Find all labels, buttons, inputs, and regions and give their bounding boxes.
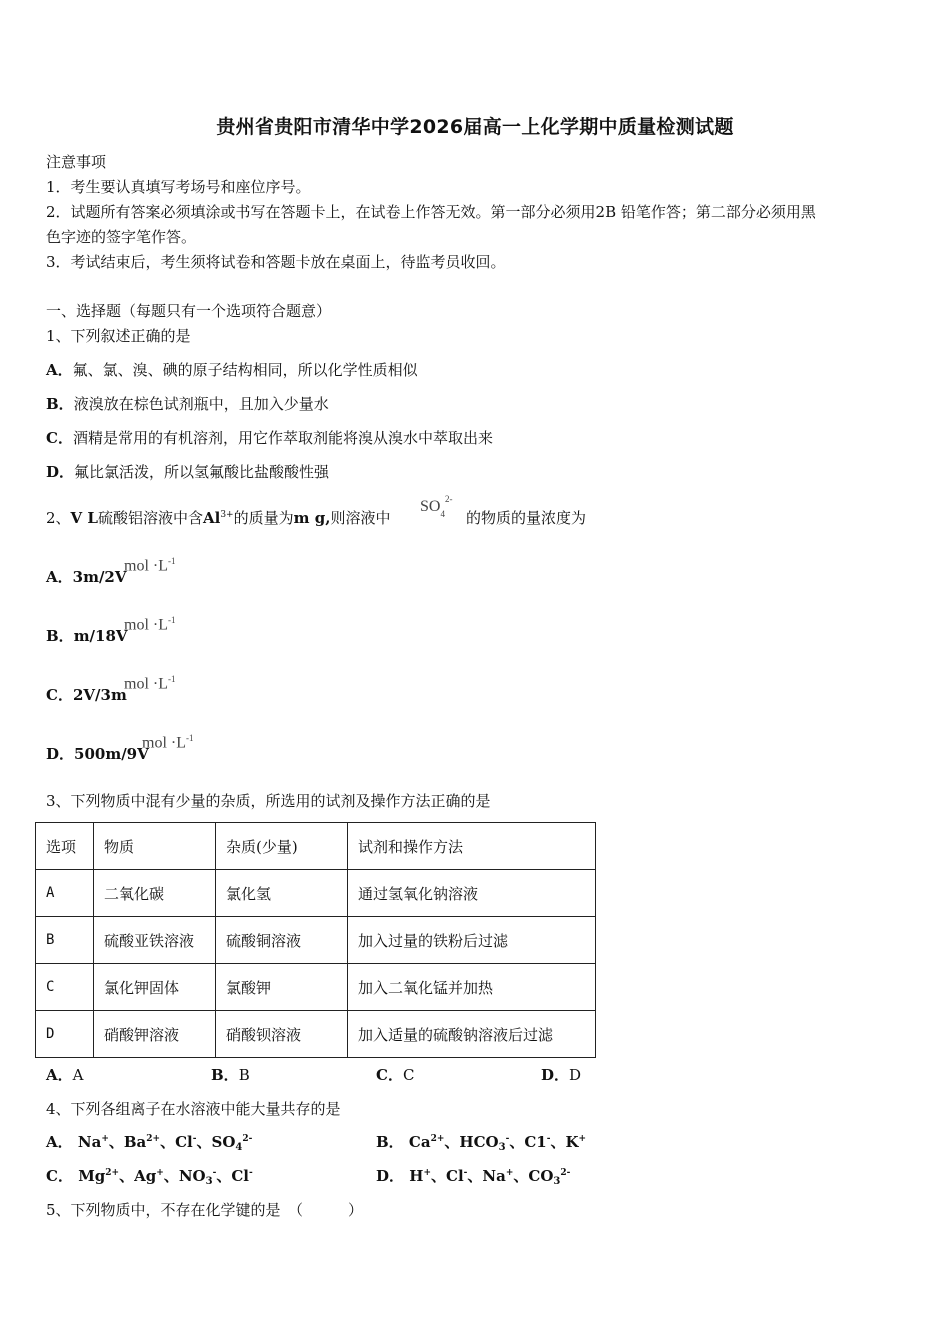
separator: 、 — [108, 1133, 124, 1151]
option-letter: B． — [46, 627, 74, 645]
ion-subscript: 3 — [498, 1142, 506, 1153]
ion-cl: C1 — [524, 1133, 547, 1151]
unit-mol-per-l — [124, 556, 176, 575]
question-2-option-c — [46, 685, 127, 705]
question-3-answer-b — [211, 1065, 250, 1085]
question-1-option-a — [46, 360, 418, 380]
separator: 、 — [160, 1133, 176, 1151]
separator: 、 — [196, 1133, 212, 1151]
table-cell: 氯化氢 — [216, 870, 348, 917]
separator: 、 — [509, 1133, 525, 1151]
table-cell: C — [36, 964, 94, 1011]
table-cell: 氯化钾固体 — [94, 964, 216, 1011]
section-heading: 一、选择题（每题只有一个选项符合题意） — [46, 302, 332, 320]
q2-text-c: 则溶液中 — [330, 509, 391, 527]
ion-charge: + — [101, 1134, 109, 1144]
so4-sub: 4 — [440, 509, 445, 519]
unit-exp: -1 — [168, 556, 176, 566]
ion-charge: 2- — [560, 1168, 571, 1178]
table-header-cell: 物质 — [94, 823, 216, 870]
ion-charge: - — [212, 1168, 217, 1178]
option-letter: C． — [46, 686, 73, 704]
separator: 、 — [444, 1133, 460, 1151]
notice-item-3: 3．考试结束后，考生须将试卷和答题卡放在桌面上，待监考员收回。 — [46, 253, 506, 271]
option-letter: A． — [46, 1066, 73, 1084]
separator: 、 — [550, 1133, 566, 1151]
page-title: 贵州省贵阳市清华中学2026届高一上化学期中质量检测试题 — [216, 116, 734, 138]
question-3-table — [35, 822, 596, 1058]
separator: 、 — [163, 1167, 179, 1185]
table-cell: 加入过量的铁粉后过滤 — [348, 917, 596, 964]
table-cell: 硫酸铜溶液 — [216, 917, 348, 964]
unit-exp: -1 — [168, 674, 176, 684]
notice-item-2-cont: 色字迹的签字笔作答。 — [46, 228, 197, 246]
table-header-row — [36, 823, 596, 870]
unit-exp: -1 — [186, 733, 194, 743]
option-text: m/18V — [73, 627, 128, 645]
ion-h: H — [409, 1167, 424, 1185]
option-text: D — [569, 1066, 582, 1084]
option-text: A — [72, 1066, 84, 1084]
q2-text-b: 的质量为 — [233, 509, 294, 527]
question-4-stem: 4、下列各组离子在水溶液中能大量共存的是 — [46, 1100, 341, 1118]
separator: 、 — [467, 1167, 483, 1185]
table-cell: 硫酸亚铁溶液 — [94, 917, 216, 964]
option-letter: A． — [46, 361, 73, 379]
option-letter: D． — [46, 745, 75, 763]
separator: 、 — [119, 1167, 135, 1185]
unit-base: mol ·L — [142, 734, 186, 752]
option-text: 液溴放在棕色试剂瓶中，且加入少量水 — [73, 395, 329, 413]
ion-co3: CO — [528, 1167, 554, 1185]
option-letter: D． — [376, 1167, 405, 1185]
separator: 、 — [513, 1167, 529, 1185]
question-3-stem: 3、下列物质中混有少量的杂质，所选用的试剂及操作方法正确的是 — [46, 792, 491, 810]
table-cell: 通过氢氧化钠溶液 — [348, 870, 596, 917]
option-letter: B． — [376, 1133, 404, 1151]
table-row — [36, 870, 596, 917]
question-4-option-d — [376, 1166, 570, 1186]
notice-item-2: 2．试题所有答案必须填涂或书写在答题卡上，在试卷上作答无效。第一部分必须用2B 铅笔作答；第二部分必须用黑 — [46, 203, 816, 221]
option-text: 氟比氯活泼，所以氢氟酸比盐酸酸性强 — [74, 463, 330, 481]
question-1-option-b — [46, 394, 329, 414]
table-cell: 二氧化碳 — [94, 870, 216, 917]
option-letter: D． — [541, 1066, 570, 1084]
unit-mol-per-l — [124, 674, 176, 693]
option-letter: A． — [46, 568, 73, 586]
q2-al-charge: 3+ — [220, 510, 234, 520]
table-cell: 氯酸钾 — [216, 964, 348, 1011]
ion-charge: 2+ — [146, 1134, 161, 1144]
so4-base: SO — [420, 498, 441, 515]
ion-subscript: 3 — [205, 1176, 213, 1187]
ion-charge: + — [578, 1134, 587, 1144]
option-letter: B． — [46, 395, 74, 413]
table-cell: 硝酸钡溶液 — [216, 1011, 348, 1058]
option-text: 500m/9V — [74, 745, 149, 763]
option-text: B — [238, 1066, 250, 1084]
ion-ca: Ca — [408, 1133, 431, 1151]
q2-al-ion: Al — [202, 509, 221, 527]
separator: 、 — [430, 1167, 446, 1185]
option-letter: C． — [46, 1167, 73, 1185]
ion-k: K — [565, 1133, 579, 1151]
question-3-answer-c — [376, 1065, 414, 1085]
table-row — [36, 917, 596, 964]
option-text: C — [402, 1066, 415, 1084]
ion-charge: 2- — [242, 1134, 253, 1144]
ion-charge: + — [156, 1168, 164, 1178]
question-3-answer-a — [46, 1065, 83, 1085]
table-header-cell: 杂质(少量) — [216, 823, 348, 870]
ion-charge: 2+ — [430, 1134, 445, 1144]
table-row — [36, 964, 596, 1011]
ion-na: Na — [77, 1133, 102, 1151]
so4-charge: 2- — [444, 494, 453, 504]
ion-mg: Mg — [78, 1167, 106, 1185]
ion-charge: - — [463, 1168, 468, 1178]
question-1-option-d — [46, 462, 329, 482]
ion-cl: Cl — [446, 1167, 464, 1185]
table-header-cell: 选项 — [36, 823, 94, 870]
q2-number: 2、 — [46, 509, 71, 527]
unit-exp: -1 — [168, 615, 176, 625]
question-1-stem: 1、下列叙述正确的是 — [46, 327, 191, 345]
unit-mol-per-l — [124, 615, 176, 634]
ion-charge: 2+ — [105, 1168, 120, 1178]
option-letter: C． — [46, 429, 73, 447]
option-text: 3m/2V — [72, 568, 127, 586]
unit-base: mol ·L — [124, 675, 168, 693]
ion-charge: - — [192, 1134, 197, 1144]
question-2-option-d — [46, 744, 149, 764]
ion-no3: NO — [178, 1167, 206, 1185]
table-header-cell: 试剂和操作方法 — [348, 823, 596, 870]
question-5-stem: 5、下列物质中，不存在化学键的是 （ ） — [46, 1201, 364, 1219]
table-cell: 加入二氧化锰并加热 — [348, 964, 596, 1011]
option-letter: D． — [46, 463, 75, 481]
unit-mol-per-l — [142, 733, 194, 752]
question-1-option-c — [46, 428, 493, 448]
ion-ba: Ba — [123, 1133, 147, 1151]
table-row — [36, 1011, 596, 1058]
ion-subscript: 4 — [235, 1142, 243, 1153]
notice-heading: 注意事项 — [46, 153, 107, 171]
question-4-option-a — [46, 1132, 252, 1152]
table-cell: A — [36, 870, 94, 917]
question-2-option-b — [46, 626, 128, 646]
q2-sulfate-formula — [420, 494, 453, 519]
unit-base: mol ·L — [124, 616, 168, 634]
table-cell: D — [36, 1011, 94, 1058]
question-4-option-b — [376, 1132, 586, 1152]
separator: 、 — [216, 1167, 232, 1185]
ion-hco3: HCO — [459, 1133, 499, 1151]
ion-cl: Cl — [175, 1133, 193, 1151]
question-3-answer-d — [541, 1065, 581, 1085]
table-cell: 硝酸钾溶液 — [94, 1011, 216, 1058]
option-letter: A． — [46, 1133, 73, 1151]
option-text: 酒精是常用的有机溶剂，用它作萃取剂能将溴从溴水中萃取出来 — [72, 429, 493, 447]
ion-charge: - — [505, 1134, 510, 1144]
question-2-stem — [46, 508, 390, 528]
q2-mass: m g, — [293, 509, 331, 527]
option-letter: B． — [211, 1066, 239, 1084]
q2-volume: V L — [70, 509, 98, 527]
table-cell: B — [36, 917, 94, 964]
notice-item-1: 1．考生要认真填写考场号和座位序号。 — [46, 178, 311, 196]
ion-ag: Ag — [134, 1167, 157, 1185]
question-4-option-c — [46, 1166, 253, 1186]
question-2-option-a — [46, 567, 127, 587]
option-text: 氟、氯、溴、碘的原子结构相同，所以化学性质相似 — [72, 361, 418, 379]
ion-charge: + — [505, 1168, 514, 1178]
ion-charge: - — [546, 1134, 551, 1144]
ion-so4: SO — [211, 1133, 236, 1151]
option-letter: C． — [376, 1066, 403, 1084]
ion-charge: + — [423, 1168, 431, 1178]
ion-cl: Cl — [231, 1167, 249, 1185]
q2-text-a: 硫酸铝溶液中含 — [97, 509, 203, 527]
unit-base: mol ·L — [124, 557, 168, 575]
table-cell: 加入适量的硫酸钠溶液后过滤 — [348, 1011, 596, 1058]
question-2-stem-end: 的物质的量浓度为 — [466, 509, 587, 527]
ion-subscript: 3 — [553, 1176, 561, 1187]
option-text: 2V/3m — [72, 686, 127, 704]
ion-charge: - — [248, 1168, 253, 1178]
ion-na: Na — [482, 1167, 506, 1185]
